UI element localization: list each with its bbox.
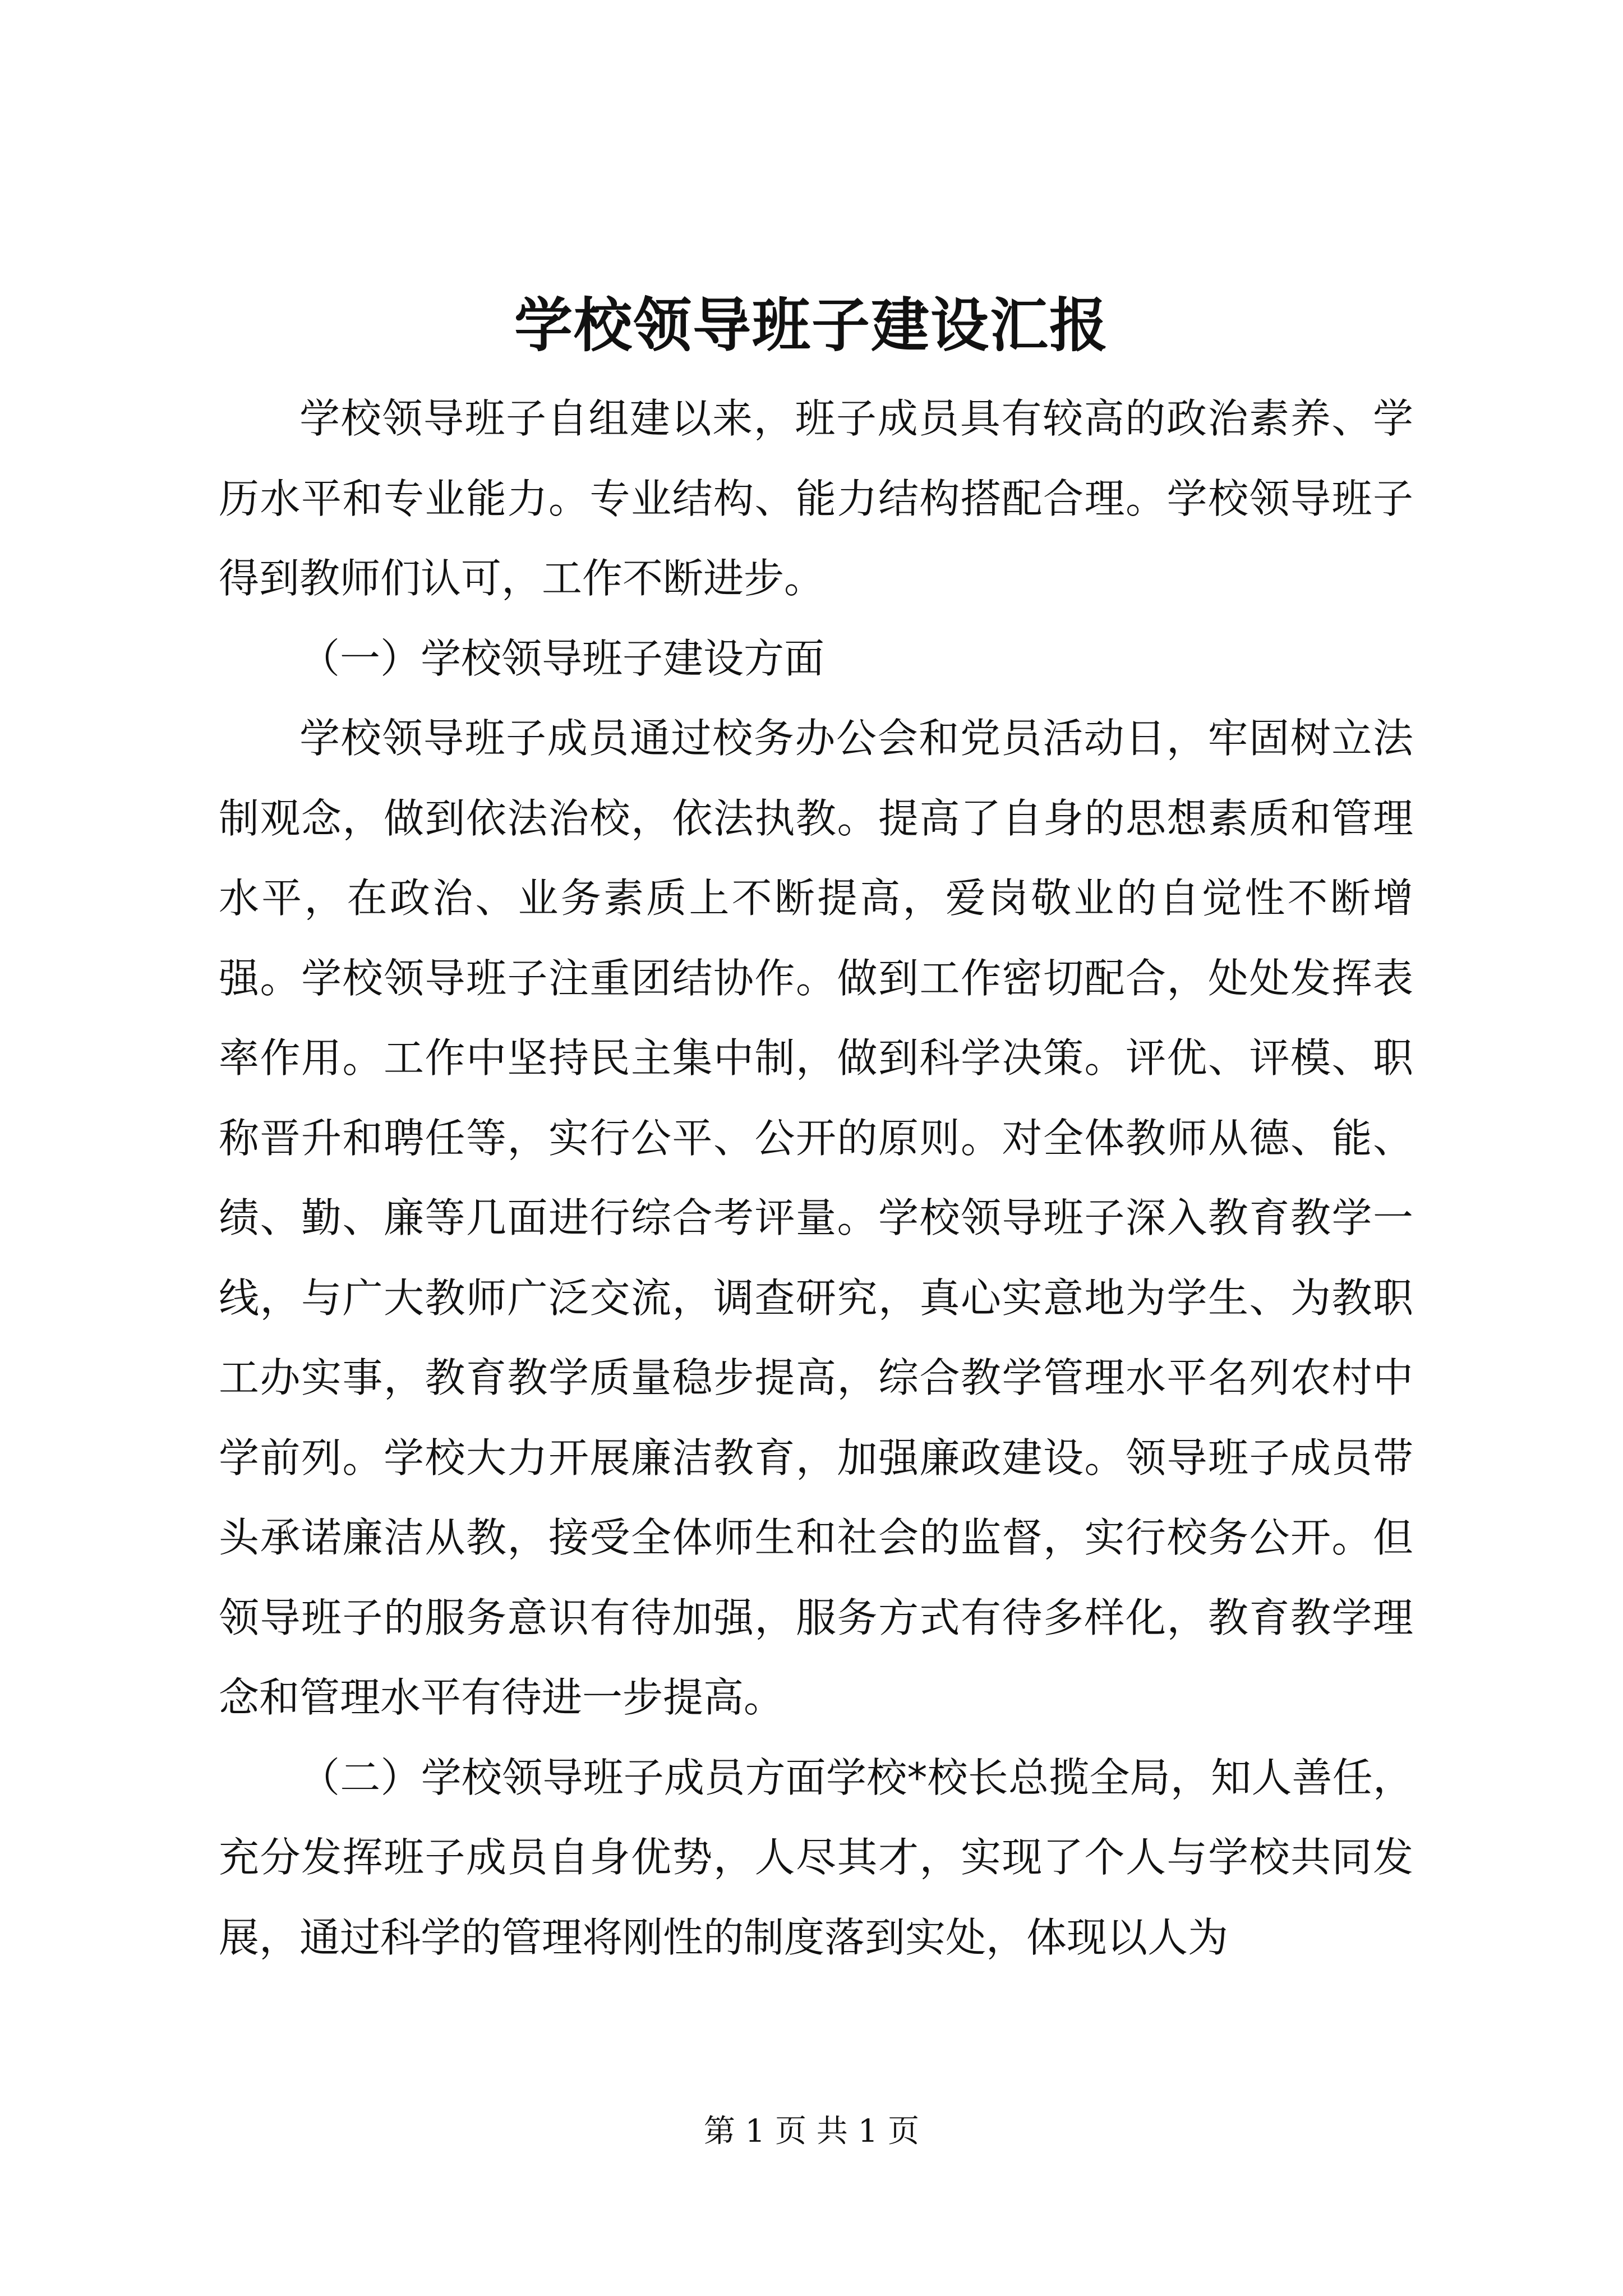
- section-heading-1: （一）学校领导班子建设方面: [299, 634, 825, 682]
- paragraph-section-1: 学校领导班子成员通过校务办公会和党员活动日，牢固树立法制观念，做到依法治校，依法执教。提高了自身的思想素质和管理水平，在政治、业务素质上不断提高，爱岗敬业的自觉性不断增强。学校领导班子注重团结协作。做到工作密切配合，处处发挥表率作用。工作中坚持民主集中制，做到科学决策。评优、评模、职称晋升和聘任等，实行公平、公开的原则。对全体教师从德、能、绩、勤、廉等几面进行综合考评量。学校领导班子深入教育教学一线，与广大教师广泛交流，调查研究，真心实意地为学生、为教职工办实事，教育教学质量稳步提高，综合教学管理水平名列农村中学前列。学校大力开展廉洁教育，加强廉政建设。领导班子成员带头承诺廉洁从教，接受全体师生和社会的监督，实行校务公开。但领导班子的服务意识有待加强，服务方式有待多样化，教育教学理念和管理水平有待进一步提高。: [219, 715, 1413, 1721]
- paragraph-section-2: （二）学校领导班子成员方面学校*校长总揽全局，知人善任，充分发挥班子成员自身优势，人尽其才，实现了个人与学校共同发展，通过科学的管理将刚性的制度落到实处，体现以人为: [219, 1754, 1413, 1961]
- paragraph-intro: 学校领导班子自组建以来，班子成员具有较高的政治素养、学历水平和专业能力。专业结构、能力结构搭配合理。学校领导班子得到教师们认可，工作不断进步。: [219, 395, 1413, 602]
- page-number-footer: 第 1 页 共 1 页: [703, 2113, 920, 2150]
- document-title: 学校领导班子建设汇报: [514, 291, 1109, 360]
- document-body: [219, 379, 1413, 1977]
